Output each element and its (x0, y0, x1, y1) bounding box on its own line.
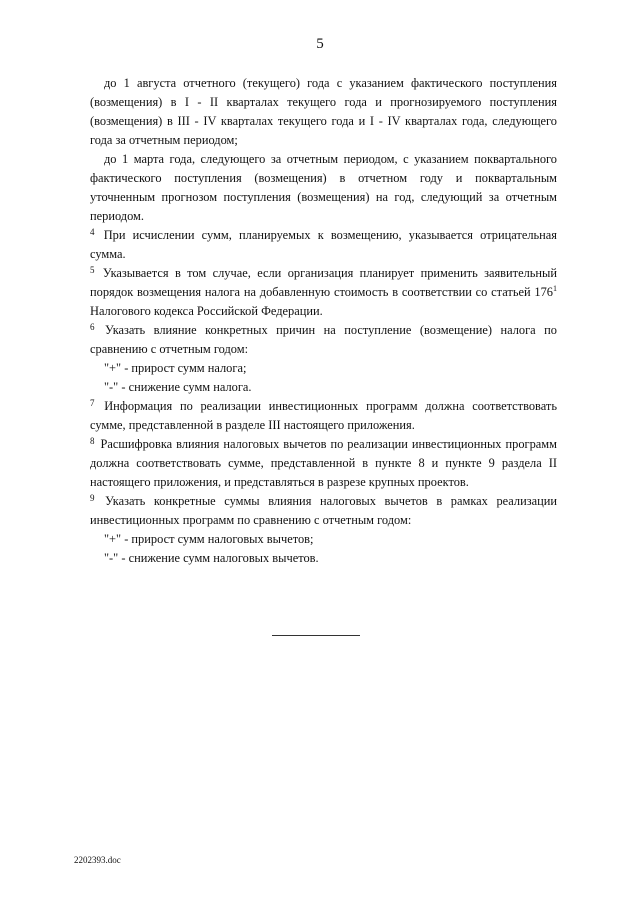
footnote-6-text: Указать влияние конкретных причин на поступление (возмещение) налога по сравнению с отчетным годом: (90, 323, 557, 356)
end-separator-line (272, 635, 360, 636)
footnote-9-text: Указать конкретные суммы влияния налоговых вычетов в рамках реализации инвестиционных программ по сравнению с отчетным годом: (90, 494, 557, 527)
page-number: 5 (316, 36, 324, 52)
paragraph-march-deadline: до 1 марта года, следующего за отчетным периодом, с указанием поквартального фактического поступления (возмещения) в отчетном году и поквартальным уточненным прогнозом поступления (возмещения) на год, следующий за отчетным периодом. (90, 152, 557, 223)
footnote-7-marker: 7 (90, 398, 95, 408)
footnote-7 (90, 397, 557, 435)
footnote-4-text: При исчислении сумм, планируемых к возмещению, указывается отрицательная сумма. (90, 228, 557, 261)
footnote-9-item-minus: "-" - снижение сумм налоговых вычетов. (104, 551, 319, 565)
footnote-5-text-a: Указывается в том случае, если организация планирует применить заявительный порядок возмещения налога на добавленную стоимость в соответствии со статьей 176 (90, 266, 558, 299)
footnote-5-text-b: Налогового кодекса Российской Федерации. (90, 304, 323, 318)
footnote-7-text: Информация по реализации инвестиционных программ должна соответствовать сумме, представленной в разделе III настоящего приложения. (90, 399, 557, 432)
footnote-8-marker: 8 (90, 436, 95, 446)
footnote-5 (90, 264, 557, 321)
footnote-9-item-plus: "+" - прирост сумм налоговых вычетов; (104, 532, 314, 546)
footnote-6 (90, 321, 557, 359)
document-body (90, 74, 557, 568)
footer-filename: 2202393.doc (74, 855, 121, 865)
footnote-6-item-plus: "+" - прирост сумм налога; (104, 361, 247, 375)
footnote-9-marker: 9 (90, 493, 95, 503)
footnote-9 (90, 492, 557, 530)
footnote-4 (90, 226, 557, 264)
footnote-8-text: Расшифровка влияния налоговых вычетов по реализации инвестиционных программ должна соответствовать сумме, представленной в пункте 8 и пункте 9 раздела II настоящего приложения, и представляться в разрезе крупных проектов. (90, 437, 557, 489)
footnote-5-marker: 5 (90, 265, 95, 275)
footnote-8 (90, 435, 557, 492)
paragraph-august-deadline: до 1 августа отчетного (текущего) года с указанием фактического поступления (возмещения) в I - II кварталах текущего года и прогнозируемого поступления (возмещения) в III - IV кварталах текущего года и I - IV кварталах года, следующего года за отчетным периодом; (90, 76, 557, 147)
footnote-6-item-minus: "-" - снижение сумм налога. (104, 380, 252, 394)
footnote-4-marker: 4 (90, 227, 95, 237)
footnote-6-marker: 6 (90, 322, 95, 332)
footnote-5-superscript: 1 (553, 283, 557, 293)
